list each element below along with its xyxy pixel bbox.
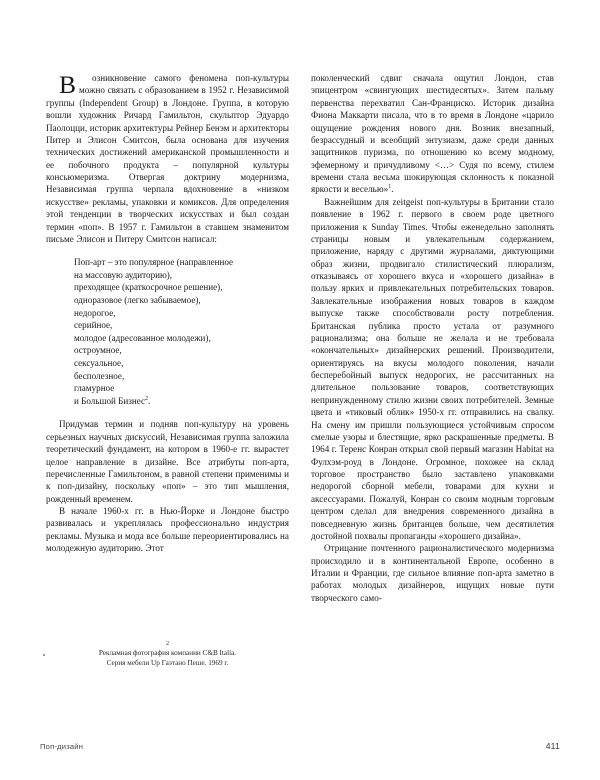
paragraph-opening-text: озникновение самого феномена поп-культуры можно связать с образованием в 1952 г. Независимой группы (Independent Group) в Лондоне. Группа, в которую вошли художник Ричард Гамильтон, скульптор Эдуардо Паолоцци, историк архитектуры Рейнер Бенэм и архитекторы Питер и Элисон Смитсон, была основана для изучения технических достижений американской промышленности и ее побочного продукта – популярной культуры консьюмеризма. Отвергая доктрину модернизма, Независимая группа черпала вдохновение в «низком искусстве» рекламы, упаковки и комиксов. Для определения этой тенденции в творческих искусствах и был создан термин «поп». В 1957 г. Гамильтон в ставшем знаменитом письме Элисон и Питеру Смитсон написал: — [46, 73, 289, 244]
left-column — [46, 72, 289, 632]
page-footer — [40, 741, 560, 751]
quote-line: молодое (адресованное молодежи), — [74, 332, 211, 343]
paragraph-right-3: Отрицание почтенного рационалистического модернизма происходило и в континентальной Европе, особенно в Италии и Франции, где сильное влияние поп-арта заметно в работах молодых дизайнеров, ищущих новые пути творческого само- — [311, 543, 554, 603]
quote-line: гламурное — [74, 383, 115, 394]
quote-line-text: и Большой Бизнес — [74, 395, 146, 406]
quote-line-last — [74, 395, 289, 408]
quote-line: Поп-арт – это популярное (направленное — [74, 257, 234, 268]
footnote-reference-2: 2 — [145, 395, 149, 402]
footnote-marker: 2 — [165, 640, 170, 647]
block-quote — [46, 256, 289, 407]
running-head-title: Поп-дизайн — [40, 742, 84, 751]
footnote-reference-1: 1 — [388, 184, 392, 191]
paragraph-left-2: Придумав термин и подняв поп-культуру на уровень серьезных научных дискуссий, Независимая группа заложила теоретический фундамент, на котором в 1960-е гг. вырастет целое направление в дизайне. Все атрибуты поп-арта, перечисленные Гамильтоном, в равной степени применимы и к поп-дизайну, поскольку «поп» – это тип мышления, рожденный временем. — [46, 419, 289, 504]
two-column-text-body — [46, 72, 554, 632]
paragraph-right-1-end-punctuation: . — [391, 184, 394, 195]
quote-line: серийное, — [74, 320, 113, 331]
footnote-line-2: Серия мебели Up Гаэтано Пеше. 1969 г. — [106, 658, 229, 667]
paragraph-opening — [46, 72, 289, 245]
quote-line: одноразовое (легко забываемое), — [74, 295, 201, 306]
quote-line: преходящее (краткосрочное решение), — [74, 282, 223, 293]
page-number: 411 — [545, 741, 560, 751]
footnote-line-1: Рекламная фотография компании C&B Italia. — [98, 649, 237, 657]
quote-end-punctuation: . — [148, 395, 151, 406]
margin-mark — [43, 654, 45, 656]
quote-line: бесполезное, — [74, 370, 125, 381]
right-column — [311, 72, 554, 632]
quote-line: сексуальное, — [74, 358, 124, 368]
footnote-block — [46, 640, 289, 668]
paragraph-right-2: Важнейшим для zeitgeist поп-культуры в Британии стало появление в 1962 г. первого в своем роде цветного приложения к Sunday Times. Чтобы еженедельно заполнять страницы новым и увлекательным содержанием, приложение, наряду с другими журналами, диктующими образ жизни, продвигало стилистический плюрализм, отказываясь от хорошего вкуса и «хорошего дизайна» в пользу ярких и привлекательных потребительских товаров. Завлекательные изображения новых товаров в каждом выпуске также способствовали росту потребления. Британская публика просто устала от разумного рационализма; она больше не желала и не требовала «окончательных» дизайнерских решений. Производители, ориентируясь на вкусы молодого поколения, начали бесперебойный выпуск недорогих, не рассчитанных на длительное пользование товаров, соответствующих непринужденному стилю жизни своих потребителей. Земные цвета и «тиковый облик» 1950-х гг. отправились на свалку. На смену им пришли пользующиеся устойчивым спросом смелые узоры и блестящие, ярко раскрашенные предметы. В 1964 г. Теренс Конран открыл свой первый магазин Habitat на Фулхэм-роуд в Лондоне. Огромное, похожее на склад торговое пространство было заставлено упаковками недорогой сборной мебели, товарами для кухни и аксессуарами. Пожалуй, Конран со своим модным торговым центром сделал для внедрения современного дизайна в повседневную жизнь британцев больше, чем десятилетия достойной похвалы пропаганды «хорошего дизайна». — [311, 196, 554, 541]
paragraph-right-1 — [311, 72, 554, 196]
quote-line: остроумное, — [74, 345, 122, 356]
paragraph-left-3: В начале 1960-х гг. в Нью-Йорке и Лондоне быстро развивалась и укреплялась профессионально индустрия рекламы. Музыка и мода все больше переориентировались на молодежную аудиторию. Этот — [46, 506, 289, 554]
quote-line: на массовую аудиторию), — [74, 269, 173, 280]
paragraph-right-1-text: поколенческий сдвиг сначала ощутил Лондон, став эпицентром «свингующих шестидесятых». Затем пальму первенства перехватил Сан-Франциско. Историк дизайна Фиона Маккарти писала, что в то время в Лондоне «царило ощущение рождения нового дня. Возник внезапный, безрассудный и всеобщий энтузиазм, даже среди данных защитников пуризма, по отношению ко всему модному, эфемерному и причудливому <…> Судя по всему, стилем времени стала весьма шокирующая склонность к показной яркости и веселью» — [311, 73, 554, 195]
drop-cap-letter: В — [59, 70, 77, 99]
quote-line: недорогое, — [74, 307, 116, 318]
